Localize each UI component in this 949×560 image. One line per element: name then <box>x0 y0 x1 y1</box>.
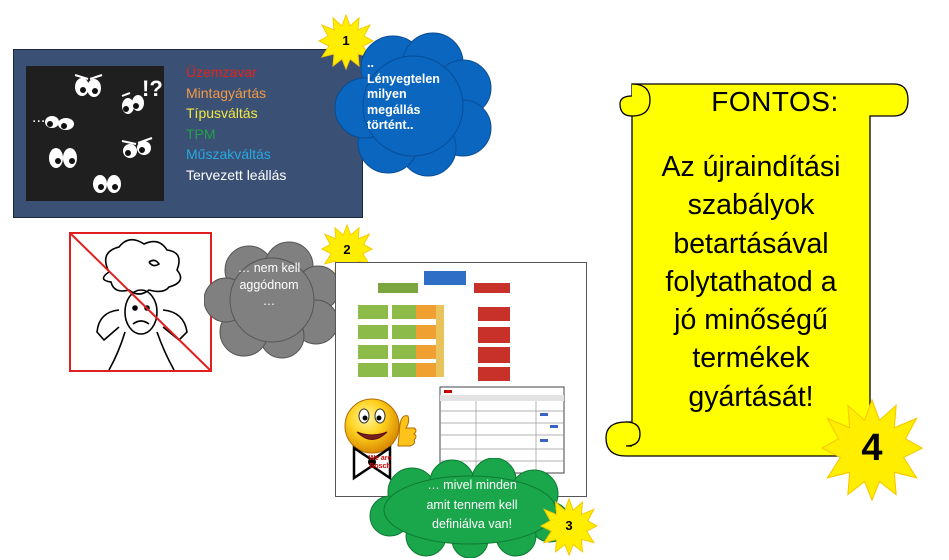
gray-cloud-line: … <box>262 294 276 308</box>
stop-type-tpm: TPM <box>186 125 216 142</box>
chalk-dots: ... <box>32 109 46 126</box>
stop-type-uzemzavar: Üzemzavar <box>186 64 257 80</box>
blue-cloud-line: megállás <box>367 102 421 117</box>
green-cloud-line: definiálva van! <box>432 517 512 531</box>
stop-type-tervezett-leallas: Tervezett leállás <box>186 166 287 183</box>
fontos-title: FONTOS: <box>711 86 839 117</box>
crossed-out-worried-person-image <box>69 232 212 372</box>
badge-1-number: 1 <box>342 33 350 48</box>
fontos-line: Az újraindítási <box>661 151 841 183</box>
stop-type-tipusvaltas: Típusváltás <box>186 105 258 122</box>
blue-cloud-line: milyen <box>367 87 407 102</box>
stop-type-muszakvaltas: Műszakváltás <box>186 146 271 163</box>
fontos-message <box>640 148 862 416</box>
fontos-line: gyártását! <box>688 380 814 413</box>
badge-4-number: 4 <box>861 427 883 469</box>
fontos-line: betartásával <box>673 227 829 260</box>
fontos-line: jó minőségű <box>674 304 828 337</box>
gray-cloud-text <box>214 260 324 310</box>
gray-cloud-line: … nem kell <box>237 261 301 275</box>
blue-cloud-line: Lényegtelen <box>367 71 440 86</box>
green-cloud-line: … mivel minden <box>427 478 517 492</box>
badge-3-number: 3 <box>565 518 573 533</box>
gray-cloud-line: aggódnom <box>239 277 299 292</box>
green-cloud-text <box>392 476 552 535</box>
blue-cloud-line: történt.. <box>367 118 414 133</box>
bosch-sign-line: We are <box>368 455 392 462</box>
stop-types-panel <box>13 49 363 218</box>
chalk-exclaim: !? <box>142 76 163 101</box>
green-cloud-line: amit tennem kell <box>426 497 518 512</box>
fontos-line: termékek <box>692 342 810 375</box>
stop-type-list <box>186 62 286 186</box>
fontos-line: folytathatod a <box>665 265 837 298</box>
fontos-line: szabályok <box>687 189 815 222</box>
bosch-sign-line: Bosch <box>369 463 391 470</box>
stop-type-mintagyartas: Mintagyártás <box>186 84 267 101</box>
badge-2-number: 2 <box>343 242 351 257</box>
chalkboard-eyes-image <box>26 66 164 201</box>
blue-cloud-text <box>352 56 477 134</box>
blue-cloud-line: .. <box>367 56 374 70</box>
